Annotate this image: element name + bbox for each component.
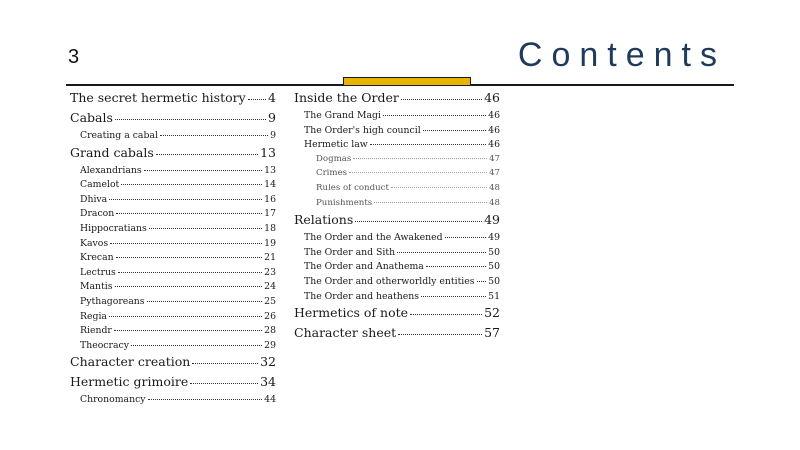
toc-entry[interactable] [70, 395, 276, 410]
toc-entry-label: The Order's high council [304, 125, 421, 136]
toc-leader-dots [410, 314, 482, 315]
toc-leader-dots [370, 144, 486, 145]
toc-entry-page: 49 [484, 213, 500, 228]
toc-entry-label: The Order and Anathema [304, 262, 424, 273]
toc-entry[interactable] [294, 233, 500, 248]
toc-leader-dots [131, 345, 262, 346]
toc-leader-dots [114, 330, 262, 331]
toc-entry-label: The Order and the Awakened [304, 233, 443, 244]
toc-leader-dots [109, 199, 262, 200]
toc-entry-page: 13 [264, 165, 276, 176]
toc-entry[interactable] [294, 306, 500, 326]
toc-entry-page: 46 [488, 111, 500, 121]
toc-entry-page: 50 [488, 276, 500, 287]
toc-entry[interactable] [70, 91, 276, 111]
toc-entry-label: Hermetics of note [294, 306, 409, 321]
toc-left-column [70, 91, 276, 410]
toc-entry-label: Pythagoreans [80, 296, 145, 307]
toc-entry[interactable] [70, 239, 276, 254]
page-title: Contents [517, 36, 726, 74]
toc-leader-dots [383, 115, 486, 116]
toc-entry-page: 49 [488, 233, 500, 244]
toc-leader-dots [477, 281, 487, 282]
toc-entry-label: Cabals [70, 111, 113, 125]
toc-leader-dots [144, 170, 263, 171]
toc-leader-dots [147, 301, 263, 302]
toc-entry-page: 19 [264, 238, 276, 249]
toc-entry[interactable] [70, 209, 276, 224]
toc-entry-label: Grand cabals [70, 145, 154, 160]
toc-leader-dots [148, 399, 263, 400]
toc-entry-page: 14 [264, 180, 276, 191]
toc-entry-page: 46 [484, 91, 500, 105]
toc-entry-label: Hermetic grimoire [70, 375, 189, 390]
toc-entry[interactable] [70, 268, 276, 283]
toc-entry[interactable] [70, 111, 276, 131]
toc-entry-page: 47 [489, 169, 500, 179]
toc-entry[interactable] [70, 180, 276, 195]
toc-entry-page: 52 [484, 306, 500, 321]
toc-leader-dots [374, 202, 487, 203]
toc-entry-page: 9 [268, 111, 276, 125]
toc-entry[interactable] [294, 199, 500, 214]
toc-leader-dots [355, 221, 482, 222]
toc-entry-page: 24 [264, 282, 276, 293]
toc-entry-page: 21 [264, 253, 276, 264]
toc-entry-page: 48 [489, 183, 500, 193]
toc-leader-dots [192, 363, 258, 364]
toc-entry-label: Dracon [80, 209, 115, 220]
toc-leader-dots [421, 296, 486, 297]
toc-entry-label: Alexandrians [80, 165, 142, 176]
toc-leader-dots [353, 158, 487, 159]
toc-entry-page: 46 [488, 125, 500, 136]
toc-entry-page: 9 [270, 131, 276, 141]
toc-entry-label: The Order and heathens [304, 291, 420, 302]
toc-entry[interactable] [294, 111, 500, 126]
toc-entry[interactable] [70, 224, 276, 239]
toc-entry-page: 57 [484, 326, 500, 341]
toc-entry[interactable] [294, 326, 500, 346]
toc-entry-page: 29 [264, 340, 276, 351]
toc-entry-label: Creating a cabal [80, 131, 158, 141]
toc-entry-label: Hippocratians [80, 223, 147, 234]
toc-entry[interactable] [294, 248, 500, 263]
toc-leader-dots [160, 135, 268, 136]
toc-entry-label: Kavos [80, 238, 109, 249]
toc-entry-label: Crimes [316, 169, 348, 179]
toc-entry[interactable] [70, 282, 276, 297]
toc-leader-dots [149, 228, 262, 229]
toc-entry-label: Punishments [316, 198, 373, 208]
toc-entry-page: 44 [264, 395, 276, 406]
toc-leader-dots [116, 257, 263, 258]
toc-entry-page: 16 [264, 194, 276, 205]
toc-entry-label: Chronomancy [80, 395, 146, 406]
toc-leader-dots [121, 184, 262, 185]
toc-leader-dots [115, 119, 266, 120]
toc-entry-page: 48 [489, 198, 500, 208]
toc-right-column [294, 91, 500, 346]
toc-entry-page: 46 [488, 140, 500, 151]
toc-leader-dots [423, 130, 486, 131]
toc-leader-dots [401, 99, 482, 100]
toc-entry-page: 50 [488, 247, 500, 258]
toc-entry-page: 47 [489, 154, 500, 164]
toc-leader-dots [426, 266, 486, 267]
toc-leader-dots [398, 334, 482, 335]
header-accent-bar [343, 77, 471, 85]
toc-entry-label: Theocracy [80, 340, 129, 351]
toc-leader-dots [110, 243, 262, 244]
toc-entry[interactable] [70, 146, 276, 166]
toc-entry-label: Camelot [80, 180, 120, 191]
toc-entry-label: The Order and Sith [304, 247, 396, 258]
toc-leader-dots [391, 187, 487, 188]
toc-entry-label: Hermetic law [304, 140, 368, 151]
toc-entry[interactable] [294, 91, 500, 111]
page-number: 3 [68, 46, 80, 68]
toc-leader-dots [349, 172, 487, 173]
toc-entry-label: The secret hermetic history [70, 91, 246, 105]
toc-entry-label: Krecan [80, 253, 114, 264]
toc-entry[interactable] [70, 355, 276, 375]
toc-entry-page: 50 [488, 262, 500, 273]
toc-entry[interactable] [70, 312, 276, 327]
toc-entry[interactable] [70, 253, 276, 268]
toc-entry-page: 25 [264, 296, 276, 307]
toc-entry[interactable] [70, 131, 276, 146]
toc-entry-label: Dhiva [80, 194, 108, 205]
toc-entry[interactable] [294, 277, 500, 292]
toc-entry-label: Rules of conduct [316, 183, 389, 193]
toc-entry[interactable] [294, 169, 500, 184]
toc-entry-label: The Order and otherworldly entities [304, 276, 475, 287]
toc-entry-page: 28 [264, 326, 276, 337]
toc-entry[interactable] [70, 297, 276, 312]
toc-entry[interactable] [294, 155, 500, 170]
toc-entry[interactable] [294, 184, 500, 199]
toc-entry[interactable] [70, 341, 276, 356]
toc-entry-label: Character creation [70, 355, 191, 370]
toc-entry-page: 13 [260, 145, 276, 160]
toc-entry[interactable] [294, 126, 500, 141]
toc-entry[interactable] [70, 326, 276, 341]
toc-leader-dots [445, 237, 487, 238]
toc-leader-dots [397, 252, 486, 253]
toc-leader-dots [109, 316, 262, 317]
toc-entry-page: 51 [488, 291, 500, 302]
toc-leader-dots [118, 272, 262, 273]
toc-leader-dots [248, 99, 266, 100]
toc-entry[interactable] [70, 195, 276, 210]
toc-entry-label: The Grand Magi [304, 111, 381, 121]
toc-entry-page: 4 [268, 91, 276, 105]
toc-entry-label: Inside the Order [294, 91, 399, 105]
toc-entry-label: Riendr [80, 326, 112, 337]
toc-entry-label: Lectrus [80, 267, 116, 278]
toc-entry-page: 34 [260, 375, 276, 390]
toc-leader-dots [115, 286, 263, 287]
toc-leader-dots [156, 154, 258, 155]
toc-entry-page: 17 [264, 209, 276, 220]
toc-entry[interactable] [294, 140, 500, 155]
toc-entry-label: Relations [294, 213, 354, 228]
toc-leader-dots [190, 383, 258, 384]
toc-entry-page: 32 [260, 355, 276, 370]
toc-entry-page: 18 [264, 223, 276, 234]
toc-entry-page: 23 [264, 267, 276, 278]
toc-entry[interactable] [70, 166, 276, 181]
toc-entry-label: Character sheet [294, 326, 397, 341]
toc-entry-label: Regia [80, 311, 107, 322]
toc-leader-dots [116, 213, 262, 214]
toc-entry[interactable] [294, 292, 500, 307]
toc-entry[interactable] [294, 262, 500, 277]
toc-entry-page: 26 [264, 311, 276, 322]
toc-entry[interactable] [70, 375, 276, 395]
toc-entry[interactable] [294, 213, 500, 233]
toc-entry-label: Dogmas [316, 154, 352, 164]
toc-entry-label: Mantis [80, 282, 113, 293]
